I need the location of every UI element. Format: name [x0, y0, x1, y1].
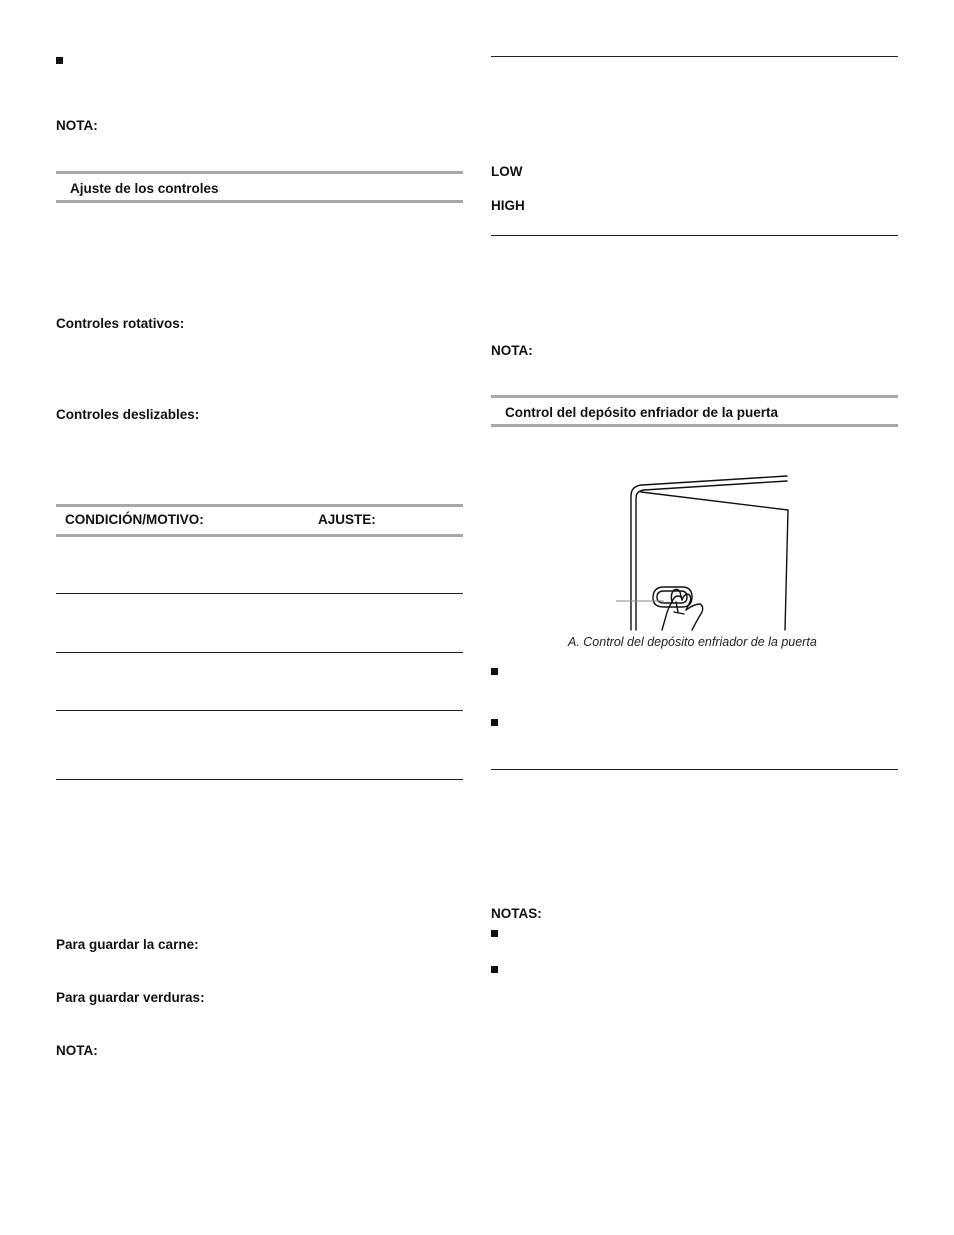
- slide-controls-label: Controles deslizables:: [56, 407, 200, 422]
- table-row: [56, 537, 463, 593]
- bullet-square-icon: [491, 719, 498, 726]
- table-bottom-rule: [56, 779, 463, 780]
- bullet-square-icon: [491, 668, 498, 675]
- bullet-square-icon: [56, 57, 63, 64]
- section-divider: [491, 769, 898, 770]
- table-header-rule-top: [56, 504, 463, 507]
- vegetable-storage-label: Para guardar verduras:: [56, 990, 205, 1005]
- low-setting-label: LOW: [491, 164, 523, 179]
- notas-label: NOTAS:: [491, 906, 542, 921]
- settings-table: [56, 504, 463, 781]
- section-rule-bottom: [491, 424, 898, 427]
- nota-label: NOTA:: [56, 118, 98, 133]
- meat-storage-label: Para guardar la carne:: [56, 937, 199, 952]
- high-setting-label: HIGH: [491, 198, 525, 213]
- section-title-controls: Ajuste de los controles: [70, 181, 219, 196]
- bullet-square-icon: [491, 966, 498, 973]
- nota-label: NOTA:: [491, 343, 533, 358]
- door-bin-control-illustration: [600, 470, 800, 632]
- section-divider: [491, 56, 898, 57]
- table-row: [56, 653, 463, 710]
- section-rule-top: [491, 395, 898, 398]
- table-row: [56, 711, 463, 778]
- rotary-controls-label: Controles rotativos:: [56, 316, 185, 331]
- bullet-square-icon: [491, 930, 498, 937]
- figure-caption: A. Control del depósito enfriador de la puerta: [568, 635, 817, 649]
- section-rule-top: [56, 171, 463, 174]
- section-title-door-bin: Control del depósito enfriador de la puerta: [505, 405, 779, 420]
- table-header-condition: CONDICIÓN/MOTIVO:: [65, 512, 204, 527]
- nota-label: NOTA:: [56, 1043, 98, 1058]
- table-header-setting: AJUSTE:: [318, 512, 376, 527]
- section-rule-bottom: [56, 200, 463, 203]
- table-row: [56, 594, 463, 652]
- section-divider: [491, 235, 898, 236]
